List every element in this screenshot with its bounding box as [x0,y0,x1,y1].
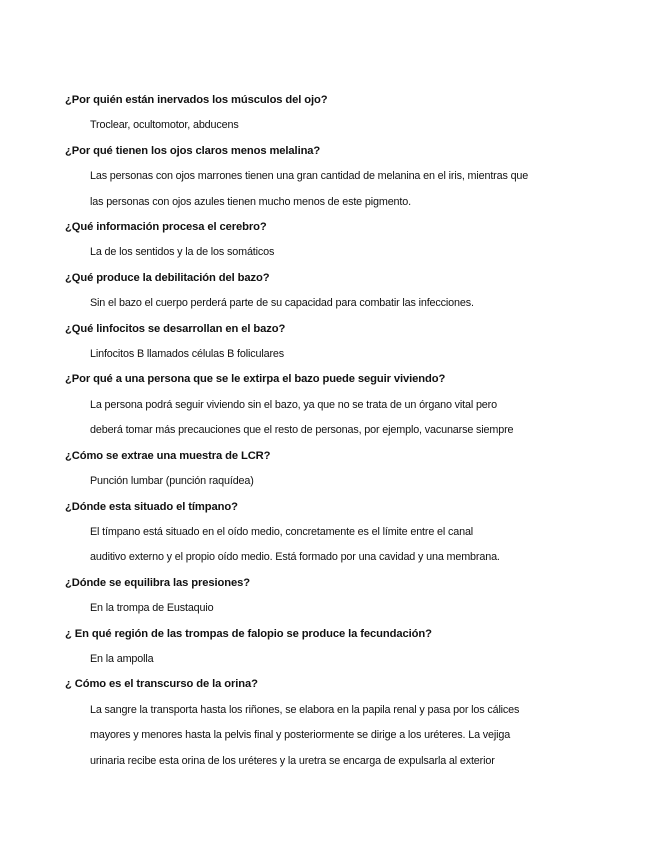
answer-line: deberá tomar más precauciones que el resto de personas, por ejemplo, vacunarse siempre [90,424,514,437]
answer-text [65,596,598,621]
answer-text [65,342,598,367]
answer-line: las personas con ojos azules tienen mucho menos de este pigmento. [90,195,411,208]
answer-line: auditivo externo y el propio oído medio. Está formado por una cavidad y una membrana. [90,551,500,564]
question-text: ¿Dónde se equilibra las presiones? [65,576,250,589]
question-text: ¿Por qué a una persona que se le extirpa el bazo puede seguir viviendo? [65,373,446,386]
answer-text [65,520,598,571]
answer-line: Punción lumbar (punción raquídea) [90,475,254,488]
question-text: ¿Qué produce la debilitación del bazo? [65,271,270,284]
question-text: ¿Cómo se extrae una muestra de LCR? [65,449,271,462]
answer-text [65,164,598,215]
answer-line: Troclear, ocultomotor, abducens [90,119,239,132]
answer-line: mayores y menores hasta la pelvis final y posteriormente se dirige a los uréteres. La vejiga [90,729,511,742]
answer-line: La de los sentidos y la de los somáticos [90,246,275,259]
answer-line: El tímpano está situado en el oído medio, concretamente es el límite entre el canal [90,525,474,538]
question-text: ¿Qué información procesa el cerebro? [65,221,267,234]
question-text: ¿Por qué tienen los ojos claros menos melalina? [65,144,321,157]
answer-text [65,240,598,265]
answer-text [65,469,598,494]
answer-text [65,291,598,316]
question-text: ¿Dónde esta situado el tímpano? [65,500,238,513]
qa-item [65,367,598,443]
answer-line: Sin el bazo el cuerpo perderá parte de su capacidad para combatir las infecciones. [90,297,474,310]
answer-text [65,113,598,138]
qa-item [65,495,598,571]
question-text: ¿ En qué región de las trompas de falopio se produce la fecundación? [65,627,432,640]
answer-line: Las personas con ojos marrones tienen una gran cantidad de melanina en el iris, mientras que [90,170,529,183]
answer-line: En la trompa de Eustaquio [90,602,214,615]
answer-line: urinaria recibe esta orina de los uréteres y la uretra se encarga de expulsarla al exterior [90,754,495,767]
qa-item [65,571,598,622]
qa-item [65,215,598,266]
qa-item [65,672,598,774]
qa-item [65,266,598,317]
qa-item [65,622,598,673]
answer-line: La sangre la transporta hasta los riñones, se elabora en la papila renal y pasa por los cálices [90,703,520,716]
answer-line: Linfocitos B llamados células B foliculares [90,348,284,361]
answer-text [65,698,598,774]
question-text: ¿Por quién están inervados los músculos del ojo? [65,94,328,106]
qa-item [65,317,598,368]
answer-text [65,647,598,672]
answer-line: En la ampolla [90,652,154,665]
qa-item [65,139,598,215]
question-text: ¿Qué linfocitos se desarrollan en el bazo? [65,322,286,335]
qa-item [65,444,598,495]
question-text: ¿ Cómo es el transcurso de la orina? [65,678,258,691]
answer-text [65,393,598,444]
qa-item [65,88,598,139]
answer-line: La persona podrá seguir viviendo sin el bazo, ya que no se trata de un órgano vital pero [90,398,497,411]
